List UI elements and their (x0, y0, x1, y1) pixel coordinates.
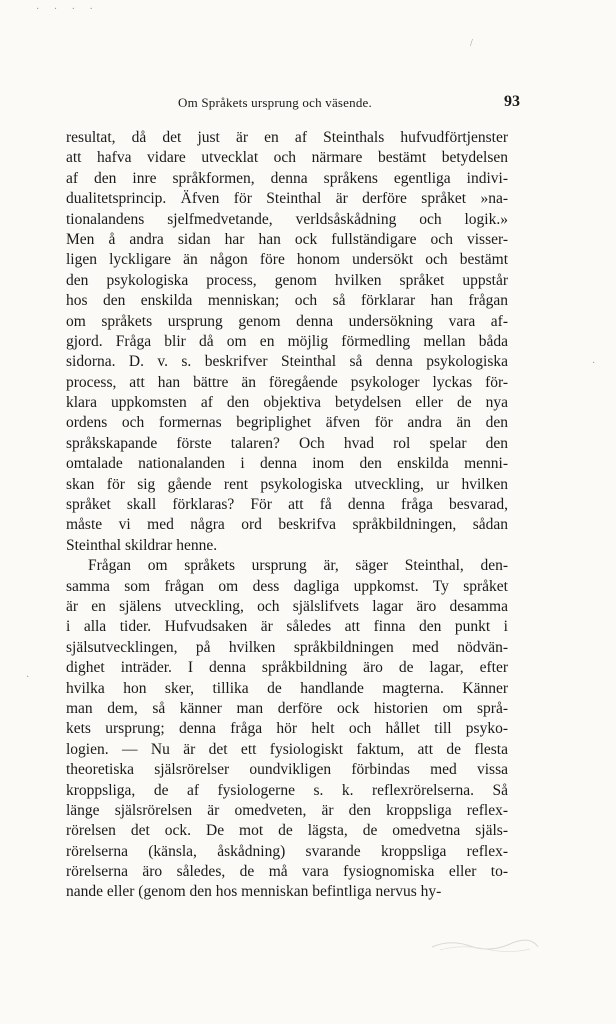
text-line: dualitetsprincip. Äfven för Steinthal är derföre språket »na- (66, 190, 508, 208)
library-stamp-mark (430, 935, 540, 953)
text-line: skan för sig gående rent psykologiska utveckling, ur hvilken (66, 475, 508, 493)
scan-speck: · (592, 358, 596, 369)
text-line: tionalandens sjelfmedvetande, verldsåskådning och logik.» (66, 210, 508, 228)
text-line: kroppsliga, de af fysiologerne s. k. reflexrörelserna. Så (66, 781, 508, 799)
text-line: den psykologiska process, genom hvilken språket uppstår (66, 271, 508, 289)
page-header (60, 93, 520, 115)
text-line: språket skall förklaras? För att få denna fråga besvarad, (66, 496, 508, 514)
text-line: man dem, så känner man derföre ock historien om språ- (66, 699, 508, 717)
text-line: omtalade nationalanden i denna inom den enskilda menni- (66, 455, 508, 473)
text-line: sidorna. D. v. s. beskrifver Steinthal så denna psykologiska (66, 353, 508, 371)
text-line: dighet inträder. I denna språkbildning äro de lagar, efter (66, 659, 508, 677)
text-line: hvilka hon sker, tillika de handlande magterna. Känner (66, 679, 508, 697)
text-line: gjord. Fråga blir då om en möjlig förmedling mellan båda (66, 332, 508, 350)
scan-speck: · · · · (36, 4, 99, 15)
paragraph (66, 556, 508, 903)
scan-speck: · (26, 672, 30, 683)
text-line: ordens och formernas begriplighet äfven för andra än den (66, 414, 508, 432)
text-line: är en själens utveckling, och själslifvets lagar äro desamma (66, 597, 508, 615)
body-text (66, 128, 508, 903)
text-line: ligen lyckligare än någon före honom undersökt och bestämt (66, 251, 508, 269)
running-title: Om Språkets ursprung och väsende. (178, 95, 372, 110)
text-line: i alla tider. Hufvudsaken är således att finna den punkt i (66, 618, 508, 636)
text-line: språkskapande förste talaren? Och hvad rol spelar den (66, 434, 508, 452)
text-line: om språkets ursprung genom denna undersökning vara af- (66, 312, 508, 330)
text-line: theoretiska själsrörelser oundvikligen förbindas med vissa (66, 761, 508, 779)
text-line: hos den enskilda menniskan; och så förklarar han frågan (66, 292, 508, 310)
text-line: samma som frågan om dess dagliga uppkomst. Ty språket (66, 577, 508, 595)
text-line: Men å andra sidan har han ock fullständigare och visser- (66, 230, 508, 248)
text-line: logien. — Nu är det ett fysiologiskt faktum, att de flesta (66, 740, 508, 758)
text-line: process, att han bättre än föregående psykologer lyckas för- (66, 373, 508, 391)
text-line: att hafva vidare utvecklat och närmare bestämt betydelsen (66, 149, 508, 167)
text-line: själsutvecklingen, på hvilken språkbildningen med nödvän- (66, 638, 508, 656)
text-line: klara uppkomsten af den objektiva betydelsen eller de nya (66, 394, 508, 412)
text-line: måste vi med några ord beskrifva språkbildningen, sådan (66, 516, 508, 534)
text-line: af den inre språkformen, denna språkens egentliga indivi- (66, 169, 508, 187)
text-line: Frågan om språkets ursprung är, säger Steinthal, den- (88, 557, 508, 575)
page-number: 93 (504, 93, 520, 110)
text-line: länge själsrörelsen är omedveten, är den kroppsliga reflex- (66, 801, 508, 819)
text-line: resultat, då det just är en af Steinthals hufvudförtjenster (66, 129, 508, 146)
text-line: rörelserna (känsla, åskådning) svarande kroppsliga reflex- (66, 842, 508, 860)
text-line: rörelsen det ock. De mot de lägsta, de omedvetna själs- (66, 822, 508, 840)
text-line: nande eller (genom den hos menniskan befintliga nervus hy- (66, 883, 442, 901)
text-line: rörelserna äro således, de må vara fysiognomiska eller to- (66, 863, 508, 881)
scan-speck: / (470, 38, 473, 49)
text-line: kets ursprung; denna fråga hör helt och hållet till psyko- (66, 720, 508, 738)
text-line: Steinthal skildrar henne. (66, 536, 218, 554)
paragraph (66, 128, 508, 556)
